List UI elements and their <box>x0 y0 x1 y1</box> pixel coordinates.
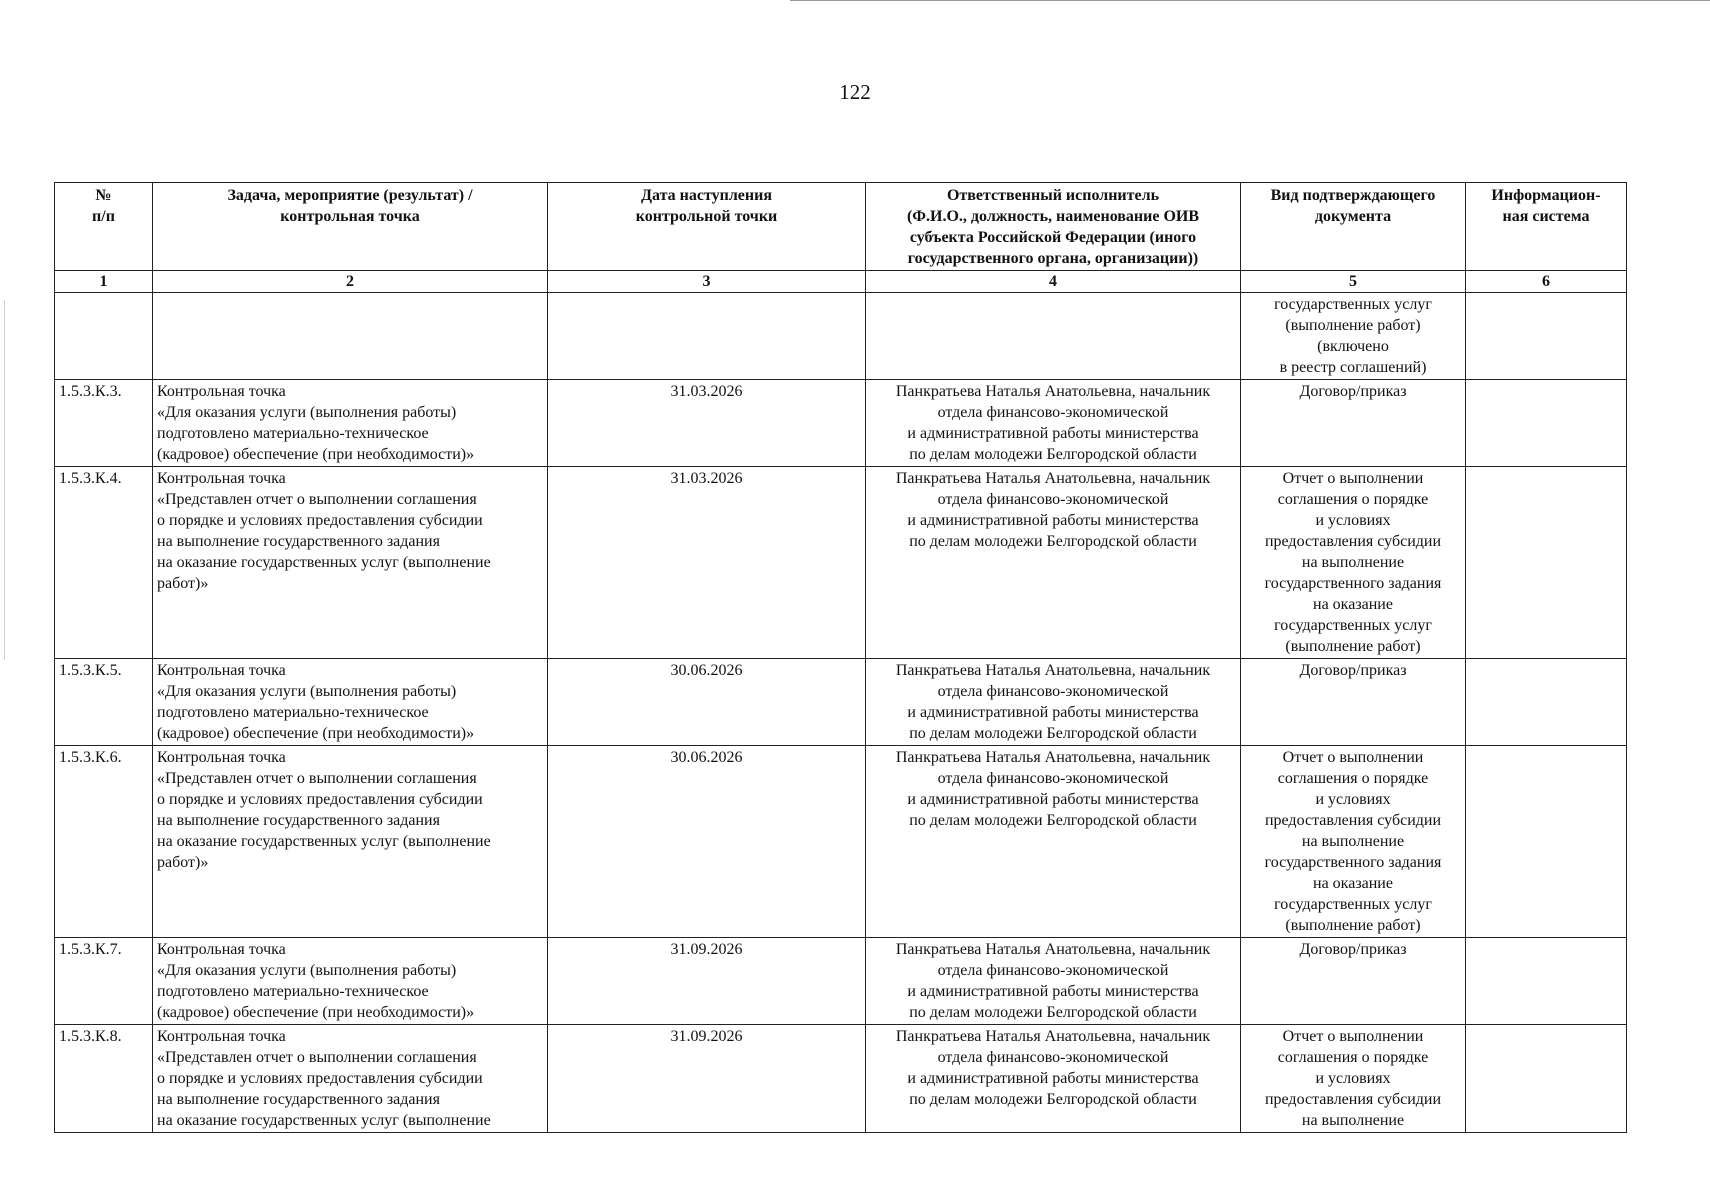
row-date: 31.09.2026 <box>548 938 866 1025</box>
header-row <box>55 183 1627 271</box>
column-numbers-row <box>55 271 1627 293</box>
col-header-document: Вид подтверждающего документа <box>1241 183 1466 271</box>
col-number: 1 <box>55 271 153 293</box>
row-number: 1.5.3.К.7. <box>55 938 153 1025</box>
row-number: 1.5.3.К.3. <box>55 380 153 467</box>
row-task <box>153 293 548 380</box>
row-executor: Панкратьева Наталья Анатольевна, начальник отдела финансово-экономической и административной работы министерства по делам молодежи Белгородской области <box>866 938 1241 1025</box>
row-task: Контрольная точка «Представлен отчет о выполнении соглашения о порядке и условиях предоставления субсидии на выполнение государственного задания на оказание государственных услуг (выполнение работ)» <box>153 746 548 938</box>
row-date: 30.06.2026 <box>548 659 866 746</box>
col-header-executor: Ответственный исполнитель (Ф.И.О., должность, наименование ОИВ субъекта Российской Федерации (иного государственного органа, организации)) <box>866 183 1241 271</box>
row-document: Отчет о выполнении соглашения о порядке и условиях предоставления субсидии на выполнение <box>1241 1025 1466 1133</box>
row-number <box>55 293 153 380</box>
row-document: Договор/приказ <box>1241 659 1466 746</box>
row-system <box>1466 380 1627 467</box>
row-executor <box>866 293 1241 380</box>
table-row <box>55 1025 1627 1133</box>
table-row <box>55 293 1627 380</box>
row-number: 1.5.3.К.8. <box>55 1025 153 1133</box>
row-system <box>1466 1025 1627 1133</box>
scan-edge-line <box>790 0 1710 1</box>
scan-margin-line <box>4 300 5 660</box>
col-number: 6 <box>1466 271 1627 293</box>
row-number: 1.5.3.К.4. <box>55 467 153 659</box>
table-row <box>55 467 1627 659</box>
table-row <box>55 659 1627 746</box>
row-date: 31.09.2026 <box>548 1025 866 1133</box>
row-date: 30.06.2026 <box>548 746 866 938</box>
col-number: 2 <box>153 271 548 293</box>
row-system <box>1466 746 1627 938</box>
row-executor: Панкратьева Наталья Анатольевна, начальник отдела финансово-экономической и административной работы министерства по делам молодежи Белгородской области <box>866 746 1241 938</box>
col-header-date: Дата наступления контрольной точки <box>548 183 866 271</box>
col-header-task: Задача, мероприятие (результат) / контрольная точка <box>153 183 548 271</box>
col-header-num: № п/п <box>55 183 153 271</box>
row-task: Контрольная точка «Для оказания услуги (выполнения работы) подготовлено материально-техническое (кадровое) обеспечение (при необходимости)» <box>153 380 548 467</box>
row-date: 31.03.2026 <box>548 467 866 659</box>
row-document: Отчет о выполнении соглашения о порядке и условиях предоставления субсидии на выполнение государственного задания на оказание государственных услуг (выполнение работ) <box>1241 467 1466 659</box>
page-number: 122 <box>839 80 871 104</box>
col-header-system: Информацион- ная система <box>1466 183 1627 271</box>
row-task: Контрольная точка «Представлен отчет о выполнении соглашения о порядке и условиях предоставления субсидии на выполнение государственного задания на оказание государственных услуг (выполнение работ)» <box>153 467 548 659</box>
row-number: 1.5.3.К.5. <box>55 659 153 746</box>
row-task: Контрольная точка «Представлен отчет о выполнении соглашения о порядке и условиях предоставления субсидии на выполнение государственного задания на оказание государственных услуг (выполнение <box>153 1025 548 1133</box>
row-date: 31.03.2026 <box>548 380 866 467</box>
row-executor: Панкратьева Наталья Анатольевна, начальник отдела финансово-экономической и административной работы министерства по делам молодежи Белгородской области <box>866 380 1241 467</box>
row-document: Договор/приказ <box>1241 380 1466 467</box>
table-row <box>55 938 1627 1025</box>
row-document: государственных услуг (выполнение работ) (включено в реестр соглашений) <box>1241 293 1466 380</box>
col-number: 3 <box>548 271 866 293</box>
row-executor: Панкратьева Наталья Анатольевна, начальник отдела финансово-экономической и административной работы министерства по делам молодежи Белгородской области <box>866 467 1241 659</box>
row-system <box>1466 659 1627 746</box>
control-points-table <box>54 182 1627 1133</box>
row-system <box>1466 293 1627 380</box>
row-task: Контрольная точка «Для оказания услуги (выполнения работы) подготовлено материально-техническое (кадровое) обеспечение (при необходимости)» <box>153 938 548 1025</box>
row-task: Контрольная точка «Для оказания услуги (выполнения работы) подготовлено материально-техническое (кадровое) обеспечение (при необходимости)» <box>153 659 548 746</box>
table-row <box>55 380 1627 467</box>
row-date <box>548 293 866 380</box>
row-document: Договор/приказ <box>1241 938 1466 1025</box>
row-executor: Панкратьева Наталья Анатольевна, начальник отдела финансово-экономической и административной работы министерства по делам молодежи Белгородской области <box>866 659 1241 746</box>
row-document: Отчет о выполнении соглашения о порядке и условиях предоставления субсидии на выполнение государственного задания на оказание государственных услуг (выполнение работ) <box>1241 746 1466 938</box>
row-number: 1.5.3.К.6. <box>55 746 153 938</box>
table-row <box>55 746 1627 938</box>
col-number: 5 <box>1241 271 1466 293</box>
col-number: 4 <box>866 271 1241 293</box>
row-system <box>1466 467 1627 659</box>
row-system <box>1466 938 1627 1025</box>
row-executor: Панкратьева Наталья Анатольевна, начальник отдела финансово-экономической и административной работы министерства по делам молодежи Белгородской области <box>866 1025 1241 1133</box>
